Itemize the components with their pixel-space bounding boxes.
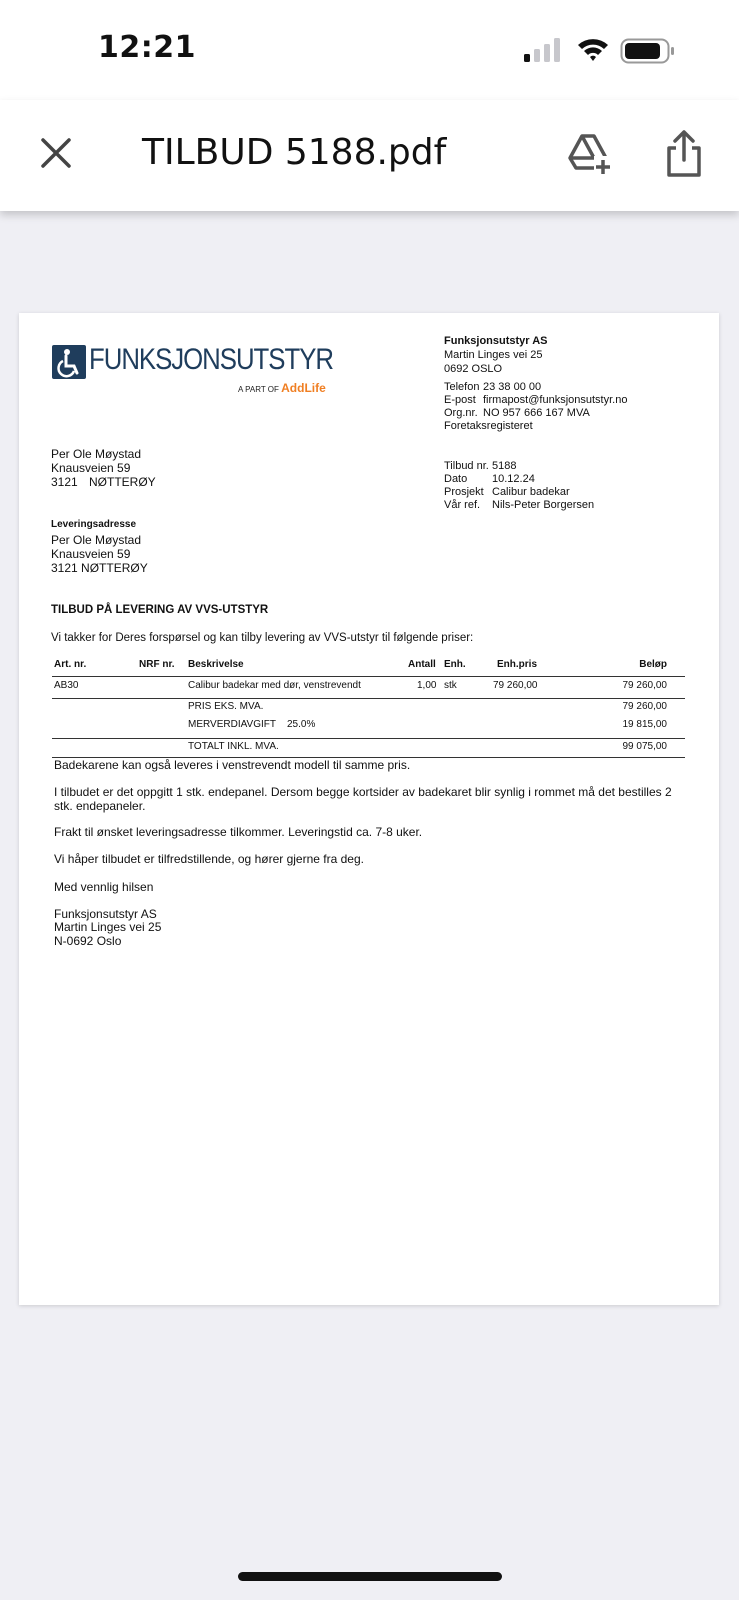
vat-label: MERVERDIAVGIFT bbox=[188, 719, 276, 730]
delivery-name: Per Ole Møystad bbox=[51, 533, 142, 547]
add-to-drive-icon[interactable] bbox=[566, 130, 612, 176]
close-icon[interactable] bbox=[36, 133, 76, 173]
ref-value: Nils-Peter Borgersen bbox=[492, 499, 595, 511]
row-unit-price: 79 260,00 bbox=[493, 680, 538, 691]
phone-label: Telefon bbox=[444, 381, 480, 393]
delivery-street: Knausveien 59 bbox=[51, 547, 131, 561]
subtotal-value: 79 260,00 bbox=[622, 701, 667, 712]
col-amount-header: Beløp bbox=[639, 659, 667, 670]
offer-no-value: 5188 bbox=[492, 460, 517, 472]
wifi-icon bbox=[576, 36, 610, 62]
vat-rate: 25.0% bbox=[287, 719, 316, 730]
company-logo-text: FUNKSJONSUTSTYR bbox=[89, 343, 333, 376]
ref-label: Vår ref. bbox=[444, 499, 481, 511]
col-art-header: Art. nr. bbox=[54, 659, 87, 670]
table-row-divider bbox=[52, 698, 685, 699]
total-label: TOTALT INKL. MVA. bbox=[188, 741, 279, 752]
customer-zip: 3121 bbox=[51, 475, 78, 489]
email-value[interactable]: firmapost@funksjonsutstyr.no bbox=[483, 394, 628, 406]
col-nrf-header: NRF nr. bbox=[139, 659, 175, 670]
paragraph-1: Badekarene kan også leveres i venstrevendt modell til samme pris. bbox=[54, 758, 411, 772]
table-header-divider bbox=[52, 676, 685, 677]
table-total-divider-top bbox=[52, 738, 685, 739]
col-qty-header: Antall bbox=[408, 659, 436, 670]
company-street: Martin Linges vei 25 bbox=[444, 349, 543, 361]
company-name: Funksjonsutstyr AS bbox=[444, 335, 548, 347]
customer-street: Knausveien 59 bbox=[51, 461, 131, 475]
project-label: Prosjekt bbox=[444, 486, 484, 498]
signature-city: N-0692 Oslo bbox=[54, 934, 122, 948]
offer-heading: TILBUD PÅ LEVERING AV VVS-UTSTYR bbox=[51, 604, 269, 616]
col-unit-header: Enh. bbox=[444, 659, 466, 670]
phone-value: 23 38 00 00 bbox=[483, 381, 542, 393]
date-value: 10.12.24 bbox=[492, 473, 535, 485]
company-zip-city: 0692 OSLO bbox=[444, 363, 503, 375]
status-time: 12:21 bbox=[98, 30, 196, 65]
date-label: Dato bbox=[444, 473, 468, 485]
paragraph-3: Frakt til ønsket leveringsadresse tilkommer. Leveringstid ca. 7-8 uker. bbox=[54, 825, 423, 839]
paragraph-2a: I tilbudet er det oppgitt 1 stk. endepanel. Dersom begge kortsider av badekaret blir synlig i rommet må det bestilles 2 bbox=[54, 785, 672, 799]
row-amount: 79 260,00 bbox=[622, 680, 667, 691]
addlife-brand: AddLife bbox=[281, 381, 326, 395]
offer-intro: Vi takker for Deres forspørsel og kan tilby levering av VVS-utstyr til følgende priser: bbox=[51, 632, 474, 644]
paragraph-2b: stk. endepaneler. bbox=[54, 799, 146, 813]
document-title: TILBUD 5188.pdf bbox=[142, 132, 447, 173]
org-value: NO 957 666 167 MVA bbox=[483, 407, 590, 419]
closing-text: Med vennlig hilsen bbox=[54, 880, 154, 894]
col-unit-price-header: Enh.pris bbox=[497, 659, 538, 670]
logo-part-of: A PART OF bbox=[238, 385, 279, 394]
registry-text: Foretaksregisteret bbox=[444, 420, 533, 432]
delivery-zip-city: 3121 NØTTERØY bbox=[51, 561, 148, 575]
share-icon[interactable] bbox=[664, 128, 704, 178]
row-art: AB30 bbox=[54, 680, 79, 691]
pdf-page bbox=[19, 313, 719, 1305]
signature-street: Martin Linges vei 25 bbox=[54, 920, 162, 934]
customer-name: Per Ole Møystad bbox=[51, 447, 142, 461]
subtotal-label: PRIS EKS. MVA. bbox=[188, 701, 264, 712]
row-unit: stk bbox=[444, 680, 457, 691]
row-qty: 1,00 bbox=[417, 680, 437, 691]
paragraph-4: Vi håper tilbudet er tilfredstillende, og hører gjerne fra deg. bbox=[54, 852, 364, 866]
signal-icon bbox=[524, 38, 564, 62]
home-indicator[interactable] bbox=[238, 1572, 502, 1581]
logo-tagline bbox=[238, 381, 326, 395]
status-bar bbox=[0, 0, 739, 100]
project-value: Calibur badekar bbox=[492, 486, 570, 498]
org-label: Org.nr. bbox=[444, 407, 478, 419]
delivery-heading: Leveringsadresse bbox=[51, 519, 137, 530]
email-label: E-post bbox=[444, 394, 476, 406]
col-desc-header: Beskrivelse bbox=[188, 659, 244, 670]
battery-icon bbox=[620, 38, 676, 64]
vat-value: 19 815,00 bbox=[622, 719, 667, 730]
offer-no-label: Tilbud nr. bbox=[444, 460, 489, 472]
signature-company: Funksjonsutstyr AS bbox=[54, 907, 157, 921]
wheelchair-logo-icon bbox=[52, 345, 86, 379]
total-value: 99 075,00 bbox=[622, 741, 667, 752]
customer-city: NØTTERØY bbox=[89, 475, 156, 489]
row-desc: Calibur badekar med dør, venstrevendt bbox=[188, 680, 361, 691]
